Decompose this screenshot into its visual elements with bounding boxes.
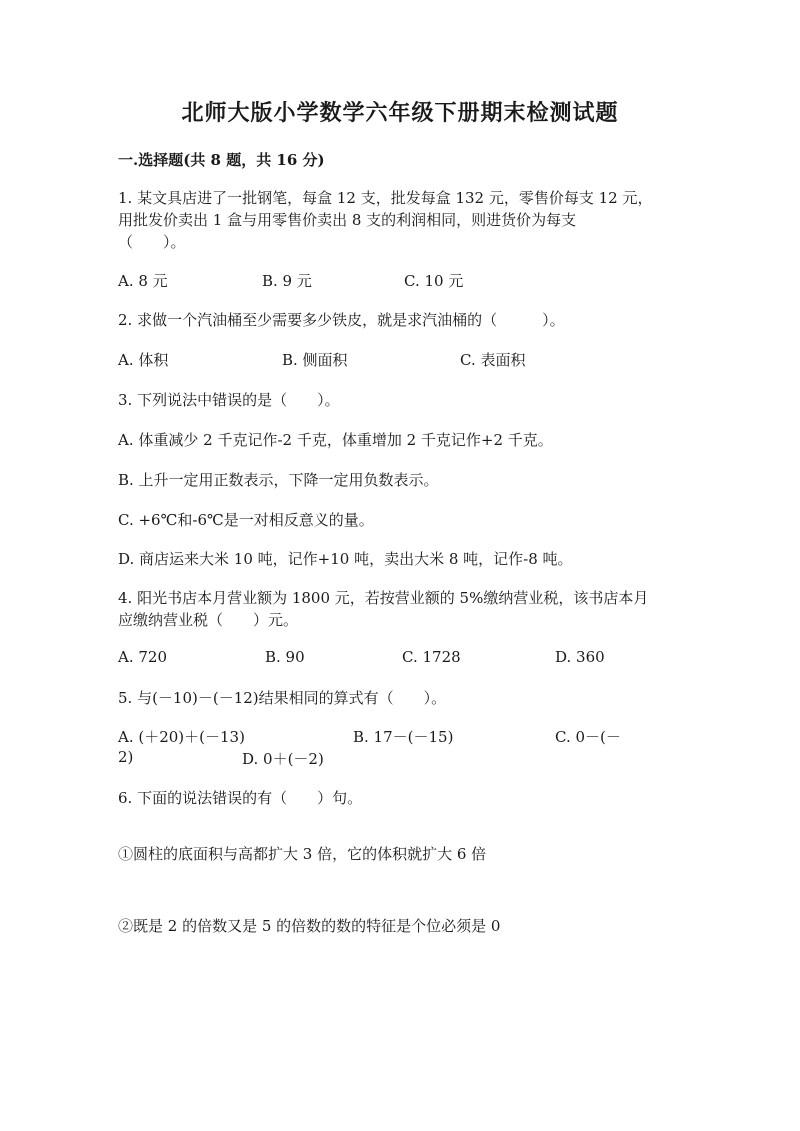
question-3: 3. 下列说法中错误的是（ ）。	[118, 391, 340, 409]
q5-option-a[interactable]: A. (＋20)＋(－13)	[118, 728, 245, 746]
question-5: 5. 与(－10)－(－12)结果相同的算式有（ ）。	[118, 689, 447, 707]
q2-option-a[interactable]: A. 体积	[118, 351, 169, 369]
question-6-statement-1: ①圆柱的底面积与高都扩大 3 倍，它的体积就扩大 6 倍	[118, 845, 487, 863]
q3-option-d[interactable]: D. 商店运来大米 10 吨，记作+10 吨，卖出大米 8 吨，记作-8 吨。	[118, 550, 573, 568]
page-title: 北师大版小学数学六年级下册期末检测试题	[181, 100, 619, 126]
q2-option-b[interactable]: B. 侧面积	[282, 351, 348, 369]
q4-option-b[interactable]: B. 90	[265, 648, 305, 666]
q2-option-c[interactable]: C. 表面积	[460, 351, 526, 369]
question-2: 2. 求做一个汽油桶至少需要多少铁皮，就是求汽油桶的（ ）。	[118, 311, 565, 329]
q5-option-b[interactable]: B. 17－(－15)	[353, 728, 454, 746]
q5-option-c[interactable]: C. 0－(－	[555, 728, 621, 746]
q3-option-b[interactable]: B. 上升一定用正数表示，下降一定用负数表示。	[118, 471, 439, 489]
q5-option-c-wrap[interactable]: 2)	[118, 748, 134, 766]
question-6: 6. 下面的说法错误的有（ ）句。	[118, 789, 363, 807]
q1-option-a[interactable]: A. 8 元	[118, 272, 168, 290]
question-1-line-2: 用批发价卖出 1 盒与用零售价卖出 8 支的利润相同，则进货价为每支	[118, 211, 577, 229]
q5-option-d[interactable]: D. 0＋(－2)	[242, 750, 324, 768]
q3-option-a[interactable]: A. 体重减少 2 千克记作-2 千克，体重增加 2 千克记作+2 千克。	[118, 431, 553, 449]
q4-option-a[interactable]: A. 720	[118, 648, 167, 666]
question-1-line-1: 1. 某文具店进了一批钢笔，每盒 12 支，批发每盒 132 元，零售价每支 12 元，	[118, 189, 653, 207]
q1-option-b[interactable]: B. 9 元	[262, 272, 312, 290]
question-1-line-3: （ ）。	[118, 233, 186, 251]
question-4-line-1: 4. 阳光书店本月营业额为 1800 元，若按营业额的 5%缴纳营业税，该书店本月	[118, 589, 649, 607]
q3-option-c[interactable]: C. +6℃和-6℃是一对相反意义的量。	[118, 511, 374, 529]
section-heading: 一.选择题(共 8 题，共 16 分)	[118, 151, 325, 169]
q4-option-d[interactable]: D. 360	[555, 648, 605, 666]
q1-option-c[interactable]: C. 10 元	[404, 272, 464, 290]
question-4-line-2: 应缴纳营业税（ ）元。	[118, 611, 299, 629]
question-6-statement-2: ②既是 2 的倍数又是 5 的倍数的数的特征是个位必须是 0	[118, 917, 501, 935]
q4-option-c[interactable]: C. 1728	[402, 648, 461, 666]
